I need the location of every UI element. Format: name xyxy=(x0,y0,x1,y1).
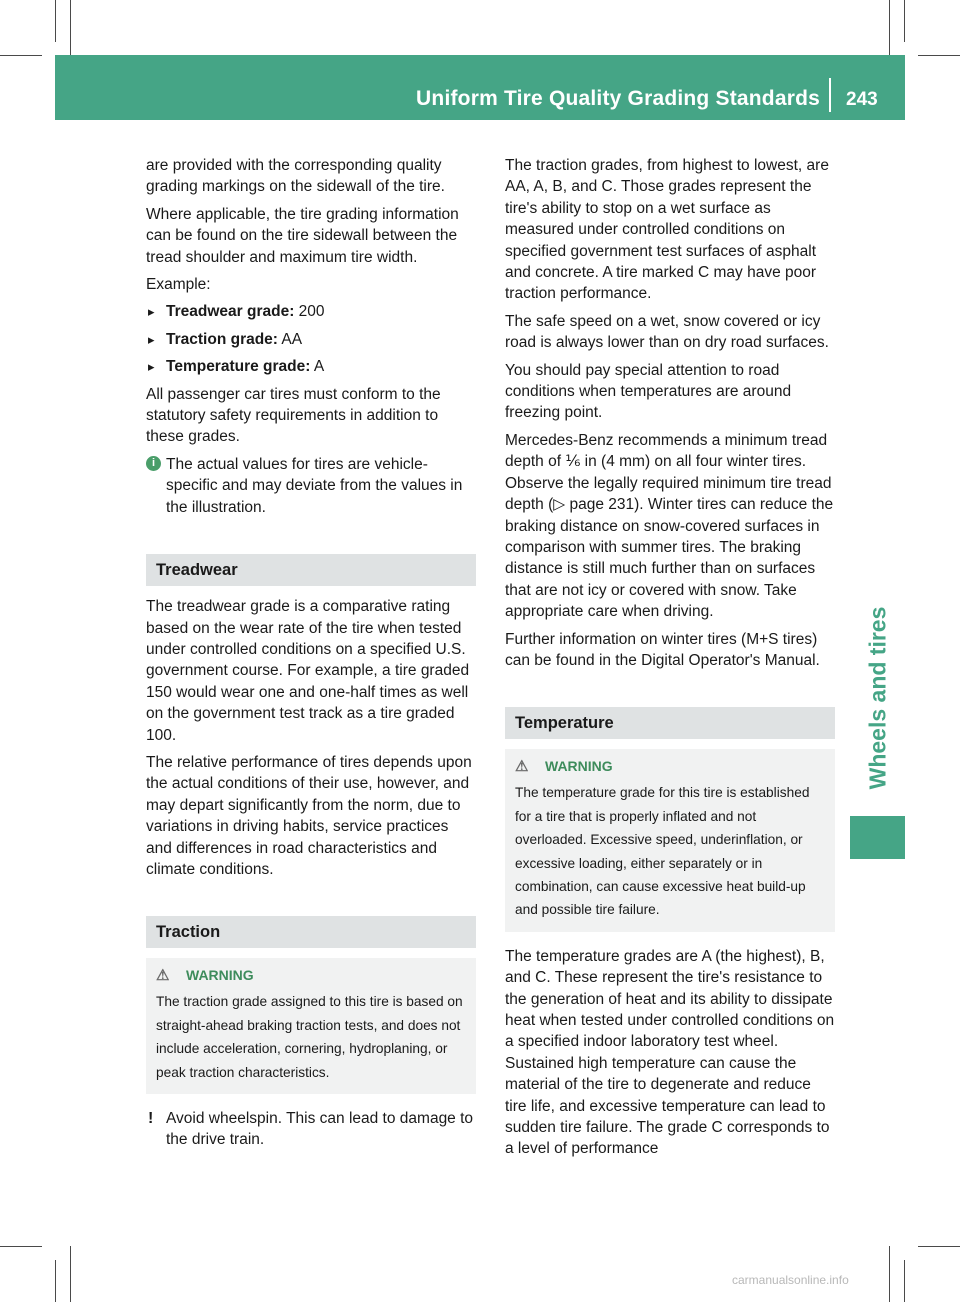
crop-mark xyxy=(904,1260,905,1302)
crop-mark xyxy=(0,1246,42,1247)
info-note xyxy=(146,454,476,518)
section-heading-temperature: Temperature xyxy=(505,707,835,739)
crop-mark xyxy=(0,55,42,56)
crop-mark xyxy=(918,55,960,56)
list-item xyxy=(146,356,476,377)
warning-triangle-icon: ⚠ xyxy=(156,967,170,985)
winter-tires-paragraph: Further information on winter tires (M+S tires) can be found in the Digital Operator's Manual. xyxy=(505,630,820,669)
list-item-label: Traction grade: xyxy=(166,330,278,348)
page-title: Uniform Tire Quality Grading Standards xyxy=(416,87,820,110)
section-heading-traction: Traction xyxy=(146,916,476,948)
chapter-tab-label: Wheels and tires xyxy=(864,606,891,790)
crop-mark xyxy=(70,1246,71,1302)
list-item-label: Treadwear grade: xyxy=(166,303,295,321)
bullet-icon: ▸ xyxy=(148,331,155,347)
warning-triangle-icon: ⚠ xyxy=(515,758,529,776)
warning-box xyxy=(505,749,835,931)
bullet-icon: ▸ xyxy=(148,359,155,375)
notice-text: Avoid wheelspin. This can lead to damage to the drive train. xyxy=(166,1110,474,1149)
treadwear-paragraph: The treadwear grade is a comparative rating based on the wear rate of the tire when tested under controlled conditions on a specified U.S. government course. For example, a tire graded 150 would wear one and one-half times as well on the government test track as a tire graded 100. xyxy=(146,598,470,744)
left-column xyxy=(146,155,476,1151)
info-text: The actual values for tires are vehicle-specific and may deviate from the values in the illustration. xyxy=(166,455,463,516)
warning-box xyxy=(146,958,476,1094)
list-item xyxy=(146,329,476,350)
right-column xyxy=(505,155,835,1166)
tread-depth-paragraph: Mercedes-Benz recommends a minimum tread depth of ⅙ in (4 mm) on all four winter tires. Observe the legally required minimum tire tread depth (▷ page 231). Winter tires can reduce the braking distance on snow-covered surfaces in comparison with summer tires. The braking distance is still much further than on surfaces that are not icy or covered with snow. Take appropriate care when driving. xyxy=(505,431,834,621)
safe-speed-paragraph: The safe speed on a wet, snow covered or icy road is always lower than on dry road surfaces. xyxy=(505,312,829,352)
location-paragraph: Where applicable, the tire grading information can be found on the tire sidewall between the tread shoulder and maximum tire width. xyxy=(146,205,459,266)
list-item-value: A xyxy=(310,358,325,376)
warning-text: The traction grade assigned to this tire is based on straight-ahead braking traction tests, and does not include acceleration, cornering, hydroplaning, or peak traction characteristics. xyxy=(156,994,463,1080)
crop-mark xyxy=(889,1246,890,1302)
list-item xyxy=(146,301,476,322)
list-item-value: 200 xyxy=(294,303,325,321)
footer-watermark: carmanualsonline.info xyxy=(732,1273,849,1287)
bullet-icon: ▸ xyxy=(148,304,155,320)
section-heading-treadwear: Treadwear xyxy=(146,554,476,586)
warning-header xyxy=(515,757,825,775)
crop-mark xyxy=(55,0,56,42)
crop-mark xyxy=(918,1246,960,1247)
chapter-tab-marker xyxy=(850,816,905,859)
intro-paragraph: are provided with the corresponding quality grading markings on the sidewall of the tire. xyxy=(146,157,445,196)
info-icon: i xyxy=(146,456,161,471)
notice-exclamation-icon: ! xyxy=(148,1110,154,1127)
conform-paragraph: All passenger car tires must conform to the statutory safety requirements in addition to these grades. xyxy=(146,385,441,446)
list-item-value: AA xyxy=(277,330,303,348)
list-item-label: Temperature grade: xyxy=(166,358,311,376)
warning-label: WARNING xyxy=(545,758,613,775)
warning-text: The temperature grade for this tire is established for a tire that is properly inflated and not overloaded. Excessive speed, underinflation, or excessive loading, either separately or in combination, can cause excessive heat build-up and possible tire failure. xyxy=(515,785,810,918)
warning-label: WARNING xyxy=(186,967,254,984)
traction-grades-paragraph: The traction grades, from highest to lowest, are AA, A, B, and C. Those grades represent the tire's ability to stop on a wet surface as measured under controlled conditions on specified government test surfaces of asphalt and concrete. A tire marked C may have poor traction performance. xyxy=(505,157,829,303)
header-divider xyxy=(829,78,831,112)
notice-note xyxy=(146,1108,476,1151)
temperature-grades-paragraph: The temperature grades are A (the highest), B, and C. These represent the tire's resistance to the generation of heat and its ability to dissipate heat when tested under controlled conditions on a specified indoor laboratory test wheel. Sustained high temperature can cause the material of the tire to degenerate and reduce tire life, and excessive temperature can lead to sudden tire failure. The grade C corresponds to a level of performance xyxy=(505,947,835,1158)
road-conditions-paragraph: You should pay special attention to road conditions when temperatures are around freezing point. xyxy=(505,361,792,422)
crop-mark xyxy=(55,1260,56,1302)
performance-paragraph: The relative performance of tires depends upon the actual conditions of their use, however, and may depart significantly from the norm, due to variations in driving habits, service practices and differences in road characteristics and climate conditions. xyxy=(146,753,472,878)
page-number: 243 xyxy=(846,89,878,110)
crop-mark xyxy=(904,0,905,42)
warning-header xyxy=(156,966,466,984)
example-label: Example: xyxy=(146,276,211,294)
